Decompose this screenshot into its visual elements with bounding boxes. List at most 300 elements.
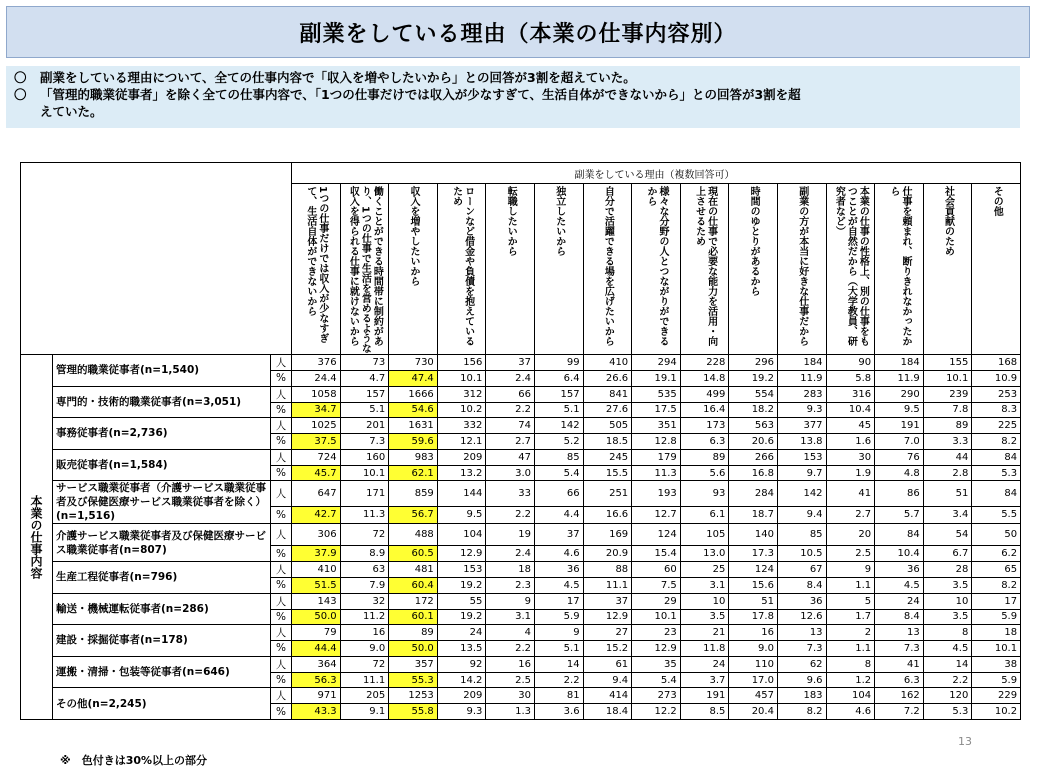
count-cell: 1631 <box>389 418 438 434</box>
unit-percent-label: % <box>271 546 292 562</box>
unit-count-label: 人 <box>271 386 292 402</box>
count-cell: 647 <box>292 481 341 506</box>
count-cell: 160 <box>340 449 389 465</box>
percent-cell: 5.4 <box>534 465 583 481</box>
count-cell: 85 <box>534 449 583 465</box>
count-cell: 72 <box>340 524 389 546</box>
percent-cell: 1.7 <box>826 609 875 625</box>
percent-cell: 34.7 <box>292 402 341 418</box>
unit-percent-label: % <box>271 506 292 524</box>
percent-cell: 19.1 <box>632 371 681 387</box>
count-cell: 104 <box>826 688 875 704</box>
percent-cell: 14.8 <box>680 371 729 387</box>
count-cell: 16 <box>340 625 389 641</box>
count-cell: 140 <box>729 524 778 546</box>
percent-cell: 18.5 <box>583 434 632 450</box>
count-cell: 351 <box>632 418 681 434</box>
count-cell: 17 <box>534 593 583 609</box>
count-cell: 51 <box>923 481 972 506</box>
count-cell: 63 <box>340 561 389 577</box>
count-cell: 25 <box>680 561 729 577</box>
percent-cell: 16.4 <box>680 402 729 418</box>
percent-cell: 7.0 <box>875 434 924 450</box>
table-row <box>21 355 1021 371</box>
percent-cell: 5.6 <box>680 465 729 481</box>
table-row <box>21 625 1021 641</box>
count-cell: 18 <box>486 561 535 577</box>
count-cell: 499 <box>680 386 729 402</box>
count-cell: 724 <box>292 449 341 465</box>
count-cell: 284 <box>729 481 778 506</box>
percent-cell: 17.0 <box>729 672 778 688</box>
percent-cell: 10.5 <box>777 546 826 562</box>
column-header <box>534 184 583 355</box>
count-cell: 10 <box>680 593 729 609</box>
count-cell: 153 <box>777 449 826 465</box>
percent-cell: 4.7 <box>340 371 389 387</box>
table-row <box>21 561 1021 577</box>
reasons-table <box>20 162 1021 720</box>
percent-cell: 4.6 <box>826 704 875 720</box>
count-cell: 41 <box>875 656 924 672</box>
count-cell: 153 <box>437 561 486 577</box>
percent-cell: 10.4 <box>826 402 875 418</box>
percent-cell: 7.8 <box>923 402 972 418</box>
percent-cell: 9.4 <box>777 506 826 524</box>
count-cell: 4 <box>486 625 535 641</box>
column-header-label: 転職したいから <box>505 186 517 256</box>
percent-cell: 4.4 <box>534 506 583 524</box>
count-cell: 859 <box>389 481 438 506</box>
bullet-mark: 〇 <box>14 70 27 85</box>
percent-cell: 5.9 <box>972 672 1021 688</box>
percent-cell: 13.2 <box>437 465 486 481</box>
percent-cell: 8.5 <box>680 704 729 720</box>
job-label: 運搬・清掃・包装等従事者(n=646) <box>53 656 271 688</box>
percent-cell: 20.9 <box>583 546 632 562</box>
table-row <box>21 524 1021 546</box>
count-cell: 173 <box>680 418 729 434</box>
percent-cell: 60.1 <box>389 609 438 625</box>
count-cell: 983 <box>389 449 438 465</box>
percent-cell: 47.4 <box>389 371 438 387</box>
count-cell: 225 <box>972 418 1021 434</box>
column-header <box>437 184 486 355</box>
count-cell: 19 <box>486 524 535 546</box>
percent-cell: 13.5 <box>437 641 486 657</box>
unit-percent-label: % <box>271 434 292 450</box>
count-cell: 88 <box>583 561 632 577</box>
percent-cell: 11.2 <box>340 609 389 625</box>
count-cell: 377 <box>777 418 826 434</box>
percent-cell: 5.8 <box>826 371 875 387</box>
percent-cell: 11.3 <box>632 465 681 481</box>
percent-cell: 9.0 <box>729 641 778 657</box>
count-cell: 535 <box>632 386 681 402</box>
percent-cell: 1.6 <box>826 434 875 450</box>
column-header-label: 時間のゆとりがあるから <box>748 186 760 296</box>
table-row <box>21 688 1021 704</box>
page-number: 13 <box>958 735 972 748</box>
count-cell: 563 <box>729 418 778 434</box>
column-header-label: 仕事を頼まれ、断りきれなかったから <box>887 186 911 346</box>
count-cell: 142 <box>534 418 583 434</box>
percent-cell: 60.5 <box>389 546 438 562</box>
percent-cell: 60.4 <box>389 577 438 593</box>
percent-cell: 11.9 <box>777 371 826 387</box>
percent-cell: 5.9 <box>972 609 1021 625</box>
count-cell: 312 <box>437 386 486 402</box>
count-cell: 89 <box>923 418 972 434</box>
count-cell: 16 <box>729 625 778 641</box>
percent-cell: 10.1 <box>632 609 681 625</box>
count-cell: 18 <box>972 625 1021 641</box>
percent-cell: 4.5 <box>534 577 583 593</box>
count-cell: 841 <box>583 386 632 402</box>
count-cell: 17 <box>972 593 1021 609</box>
side-label: 本業の仕事内容 <box>29 494 43 579</box>
count-cell: 332 <box>437 418 486 434</box>
percent-cell: 5.1 <box>534 402 583 418</box>
percent-cell: 6.4 <box>534 371 583 387</box>
percent-cell: 2.5 <box>486 672 535 688</box>
percent-cell: 5.5 <box>972 506 1021 524</box>
percent-cell: 37.5 <box>292 434 341 450</box>
count-cell: 8 <box>826 656 875 672</box>
percent-cell: 55.8 <box>389 704 438 720</box>
percent-cell: 12.8 <box>632 434 681 450</box>
count-cell: 85 <box>777 524 826 546</box>
column-header-label: 様々な分野の人とつながりができるから <box>644 186 668 346</box>
count-cell: 191 <box>680 688 729 704</box>
percent-cell: 5.3 <box>972 465 1021 481</box>
table-row <box>21 386 1021 402</box>
percent-cell: 2.7 <box>486 434 535 450</box>
count-cell: 89 <box>389 625 438 641</box>
percent-cell: 19.2 <box>437 577 486 593</box>
count-cell: 179 <box>632 449 681 465</box>
job-label: 事務従事者(n=2,736) <box>53 418 271 450</box>
count-cell: 24 <box>437 625 486 641</box>
column-header-label: 働くことができる時間帯に制約があり、1つの仕事で生活を営めるような収入を得られる仕事に就けないから <box>347 186 383 353</box>
percent-cell: 12.7 <box>632 506 681 524</box>
column-header-label: 1つの仕事だけでは収入が少なすぎて、生活自体ができないから <box>304 186 328 343</box>
percent-cell: 20.6 <box>729 434 778 450</box>
count-cell: 410 <box>292 561 341 577</box>
count-cell: 245 <box>583 449 632 465</box>
job-label: 販売従事者(n=1,584) <box>53 449 271 481</box>
count-cell: 24 <box>875 593 924 609</box>
column-header-label: その他 <box>991 186 1003 216</box>
column-header <box>777 184 826 355</box>
percent-cell: 7.5 <box>632 577 681 593</box>
count-cell: 37 <box>486 355 535 371</box>
count-cell: 67 <box>777 561 826 577</box>
count-cell: 1025 <box>292 418 341 434</box>
count-cell: 306 <box>292 524 341 546</box>
count-cell: 168 <box>972 355 1021 371</box>
percent-cell: 16.6 <box>583 506 632 524</box>
percent-cell: 44.4 <box>292 641 341 657</box>
count-cell: 28 <box>923 561 972 577</box>
percent-cell: 37.9 <box>292 546 341 562</box>
count-cell: 481 <box>389 561 438 577</box>
job-label: 輸送・機械運転従事者(n=286) <box>53 593 271 625</box>
percent-cell: 4.5 <box>875 577 924 593</box>
count-cell: 27 <box>583 625 632 641</box>
percent-cell: 11.3 <box>340 506 389 524</box>
count-cell: 37 <box>583 593 632 609</box>
percent-cell: 10.2 <box>972 704 1021 720</box>
count-cell: 72 <box>340 656 389 672</box>
percent-cell: 8.4 <box>777 577 826 593</box>
percent-cell: 9.5 <box>875 402 924 418</box>
percent-cell: 9.7 <box>777 465 826 481</box>
count-cell: 730 <box>389 355 438 371</box>
count-cell: 142 <box>777 481 826 506</box>
count-cell: 33 <box>486 481 535 506</box>
count-cell: 55 <box>437 593 486 609</box>
count-cell: 24 <box>680 656 729 672</box>
page-title: 副業をしている理由（本業の仕事内容別） <box>6 6 1030 58</box>
percent-cell: 2.4 <box>486 546 535 562</box>
count-cell: 79 <box>292 625 341 641</box>
count-cell: 156 <box>437 355 486 371</box>
unit-count-label: 人 <box>271 418 292 434</box>
count-cell: 73 <box>340 355 389 371</box>
percent-cell: 43.3 <box>292 704 341 720</box>
count-cell: 105 <box>680 524 729 546</box>
percent-cell: 5.9 <box>534 609 583 625</box>
column-header <box>292 184 341 355</box>
count-cell: 13 <box>875 625 924 641</box>
percent-cell: 5.3 <box>923 704 972 720</box>
percent-cell: 9.1 <box>340 704 389 720</box>
column-header-label: ローンなど借金や負債を抱えているため <box>450 186 474 346</box>
job-label: 介護サービス職業従事者及び保健医療サービス職業従事者(n=807) <box>53 524 271 562</box>
count-cell: 157 <box>534 386 583 402</box>
job-label: その他(n=2,245) <box>53 688 271 720</box>
count-cell: 35 <box>632 656 681 672</box>
header-blank <box>21 163 292 355</box>
count-cell: 266 <box>729 449 778 465</box>
count-cell: 209 <box>437 688 486 704</box>
count-cell: 61 <box>583 656 632 672</box>
count-cell: 124 <box>729 561 778 577</box>
percent-cell: 51.5 <box>292 577 341 593</box>
count-cell: 172 <box>389 593 438 609</box>
unit-count-label: 人 <box>271 355 292 371</box>
count-cell: 294 <box>632 355 681 371</box>
job-label: 建設・採掘従事者(n=178) <box>53 625 271 657</box>
percent-cell: 7.3 <box>875 641 924 657</box>
count-cell: 162 <box>875 688 924 704</box>
percent-cell: 4.5 <box>923 641 972 657</box>
count-cell: 457 <box>729 688 778 704</box>
count-cell: 143 <box>292 593 341 609</box>
count-cell: 253 <box>972 386 1021 402</box>
bullet-item <box>14 86 1012 103</box>
count-cell: 209 <box>437 449 486 465</box>
count-cell: 488 <box>389 524 438 546</box>
count-cell: 1253 <box>389 688 438 704</box>
percent-cell: 24.4 <box>292 371 341 387</box>
count-cell: 36 <box>534 561 583 577</box>
percent-cell: 1.1 <box>826 577 875 593</box>
percent-cell: 2.3 <box>486 577 535 593</box>
percent-cell: 5.1 <box>340 402 389 418</box>
count-cell: 99 <box>534 355 583 371</box>
count-cell: 84 <box>972 449 1021 465</box>
job-label: 生産工程従事者(n=796) <box>53 561 271 593</box>
count-cell: 93 <box>680 481 729 506</box>
job-label: 専門的・技術的職業従事者(n=3,051) <box>53 386 271 418</box>
percent-cell: 9.4 <box>583 672 632 688</box>
count-cell: 37 <box>534 524 583 546</box>
percent-cell: 45.7 <box>292 465 341 481</box>
column-header <box>875 184 924 355</box>
count-cell: 21 <box>680 625 729 641</box>
percent-cell: 13.0 <box>680 546 729 562</box>
count-cell: 296 <box>729 355 778 371</box>
count-cell: 1058 <box>292 386 341 402</box>
percent-cell: 12.6 <box>777 609 826 625</box>
count-cell: 14 <box>923 656 972 672</box>
column-header <box>826 184 875 355</box>
count-cell: 66 <box>486 386 535 402</box>
percent-cell: 8.2 <box>972 577 1021 593</box>
percent-cell: 7.9 <box>340 577 389 593</box>
unit-percent-label: % <box>271 672 292 688</box>
count-cell: 357 <box>389 656 438 672</box>
count-cell: 171 <box>340 481 389 506</box>
percent-cell: 5.7 <box>875 506 924 524</box>
percent-cell: 10.1 <box>972 641 1021 657</box>
percent-cell: 54.6 <box>389 402 438 418</box>
percent-cell: 3.5 <box>923 577 972 593</box>
percent-cell: 17.5 <box>632 402 681 418</box>
count-cell: 66 <box>534 481 583 506</box>
percent-cell: 10.1 <box>923 371 972 387</box>
unit-percent-label: % <box>271 371 292 387</box>
count-cell: 1666 <box>389 386 438 402</box>
percent-cell: 12.9 <box>437 546 486 562</box>
column-header-label: 現在の仕事で必要な能力を活用・向上させるため <box>693 186 717 346</box>
count-cell: 36 <box>875 561 924 577</box>
percent-cell: 56.7 <box>389 506 438 524</box>
percent-cell: 1.9 <box>826 465 875 481</box>
percent-cell: 7.3 <box>777 641 826 657</box>
count-cell: 8 <box>923 625 972 641</box>
percent-cell: 12.9 <box>632 641 681 657</box>
percent-cell: 11.9 <box>875 371 924 387</box>
percent-cell: 11.1 <box>340 672 389 688</box>
unit-percent-label: % <box>271 641 292 657</box>
count-cell: 205 <box>340 688 389 704</box>
table-row <box>21 418 1021 434</box>
percent-cell: 2.5 <box>826 546 875 562</box>
count-cell: 36 <box>777 593 826 609</box>
percent-cell: 6.7 <box>923 546 972 562</box>
count-cell: 239 <box>923 386 972 402</box>
count-cell: 76 <box>875 449 924 465</box>
count-cell: 92 <box>437 656 486 672</box>
count-cell: 290 <box>875 386 924 402</box>
unit-count-label: 人 <box>271 593 292 609</box>
count-cell: 81 <box>534 688 583 704</box>
unit-count-label: 人 <box>271 449 292 465</box>
bullet-continuation: えていた。 <box>40 104 103 119</box>
bullet-mark: 〇 <box>14 87 27 102</box>
table-row <box>21 481 1021 506</box>
bullet-text: 副業をしている理由について、全ての仕事内容で「収入を増やしたいから」との回答が3割を超えていた。 <box>40 70 636 85</box>
percent-cell: 4.8 <box>875 465 924 481</box>
percent-cell: 2.2 <box>534 672 583 688</box>
footnote: ※ 色付きは30%以上の部分 <box>60 754 208 767</box>
percent-cell: 2.7 <box>826 506 875 524</box>
percent-cell: 19.2 <box>729 371 778 387</box>
percent-cell: 3.5 <box>923 609 972 625</box>
count-cell: 410 <box>583 355 632 371</box>
count-cell: 554 <box>729 386 778 402</box>
count-cell: 283 <box>777 386 826 402</box>
count-cell: 193 <box>632 481 681 506</box>
percent-cell: 1.1 <box>826 641 875 657</box>
percent-cell: 9.5 <box>437 506 486 524</box>
count-cell: 201 <box>340 418 389 434</box>
count-cell: 74 <box>486 418 535 434</box>
column-header <box>486 184 535 355</box>
percent-cell: 17.3 <box>729 546 778 562</box>
percent-cell: 16.8 <box>729 465 778 481</box>
column-header <box>632 184 681 355</box>
summary-bullets <box>6 66 1020 128</box>
percent-cell: 15.4 <box>632 546 681 562</box>
count-cell: 60 <box>632 561 681 577</box>
column-header <box>340 184 389 355</box>
percent-cell: 5.1 <box>534 641 583 657</box>
count-cell: 62 <box>777 656 826 672</box>
column-header <box>923 184 972 355</box>
count-cell: 228 <box>680 355 729 371</box>
column-header <box>389 184 438 355</box>
count-cell: 5 <box>826 593 875 609</box>
percent-cell: 17.8 <box>729 609 778 625</box>
percent-cell: 8.3 <box>972 402 1021 418</box>
bullet-text: 「管理的職業従事者」を除く全ての仕事内容で、「1つの仕事だけでは収入が少なすぎて、生活自体ができないから」との回答が3割を超 <box>40 87 801 102</box>
percent-cell: 11.8 <box>680 641 729 657</box>
percent-cell: 7.2 <box>875 704 924 720</box>
count-cell: 155 <box>923 355 972 371</box>
table-row <box>21 656 1021 672</box>
unit-count-label: 人 <box>271 656 292 672</box>
percent-cell: 8.2 <box>777 704 826 720</box>
percent-cell: 11.1 <box>583 577 632 593</box>
column-header-label: 独立したいから <box>553 186 565 256</box>
count-cell: 9 <box>826 561 875 577</box>
count-cell: 104 <box>437 524 486 546</box>
count-cell: 30 <box>486 688 535 704</box>
percent-cell: 26.6 <box>583 371 632 387</box>
count-cell: 65 <box>972 561 1021 577</box>
percent-cell: 19.2 <box>437 609 486 625</box>
unit-count-label: 人 <box>271 625 292 641</box>
count-cell: 38 <box>972 656 1021 672</box>
count-cell: 13 <box>777 625 826 641</box>
percent-cell: 9.3 <box>437 704 486 720</box>
count-cell: 124 <box>632 524 681 546</box>
table-row <box>21 449 1021 465</box>
